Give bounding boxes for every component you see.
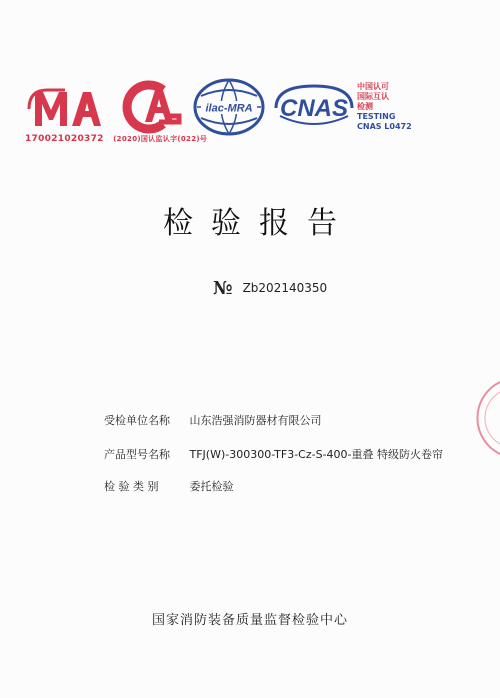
- field-inspected-unit: [104, 412, 322, 428]
- field-label: 检 验 类 别: [104, 480, 159, 493]
- number-symbol: №: [213, 278, 233, 299]
- cnas-text: CNAS: [279, 95, 349, 122]
- cma-logo: [25, 86, 103, 132]
- cnas-logo: [270, 82, 358, 134]
- cnas-side-line1: 中国认可: [357, 82, 389, 91]
- cma-code: 170021020372: [25, 134, 104, 144]
- official-seal-edge: [476, 378, 500, 458]
- report-number: [213, 278, 327, 299]
- report-number-value: Zb202140350: [242, 281, 328, 295]
- cal-logo: [113, 80, 183, 134]
- cnas-side-line5: CNAS L0472: [357, 122, 412, 131]
- field-inspection-type: [104, 478, 234, 494]
- cnas-side-line2: 国际互认: [357, 92, 389, 101]
- accreditation-codes: [25, 134, 207, 144]
- cnas-side-text: [357, 82, 412, 132]
- field-label: 受检单位名称: [104, 414, 170, 427]
- cnas-side-line4: TESTING: [357, 112, 396, 121]
- ilac-mra-logo: [193, 78, 265, 136]
- field-value: TFJ(W)-300300-TF3-Cz-S-400-重叠 特级防火卷帘: [189, 448, 444, 461]
- field-value: 委托检验: [189, 480, 234, 493]
- cnas-side-line3: 检测: [357, 102, 373, 111]
- cal-code: (2020)国认监认字(022)号: [113, 135, 208, 143]
- issuing-organization: 国家消防装备质量监督检验中心: [151, 613, 348, 628]
- ilac-mra-text: ilac-MRA: [205, 102, 253, 115]
- field-value: 山东浩强消防器材有限公司: [189, 414, 322, 427]
- field-product-model: [104, 446, 443, 462]
- page-title: 检验报告: [163, 206, 355, 241]
- field-label: 产品型号名称: [104, 448, 170, 461]
